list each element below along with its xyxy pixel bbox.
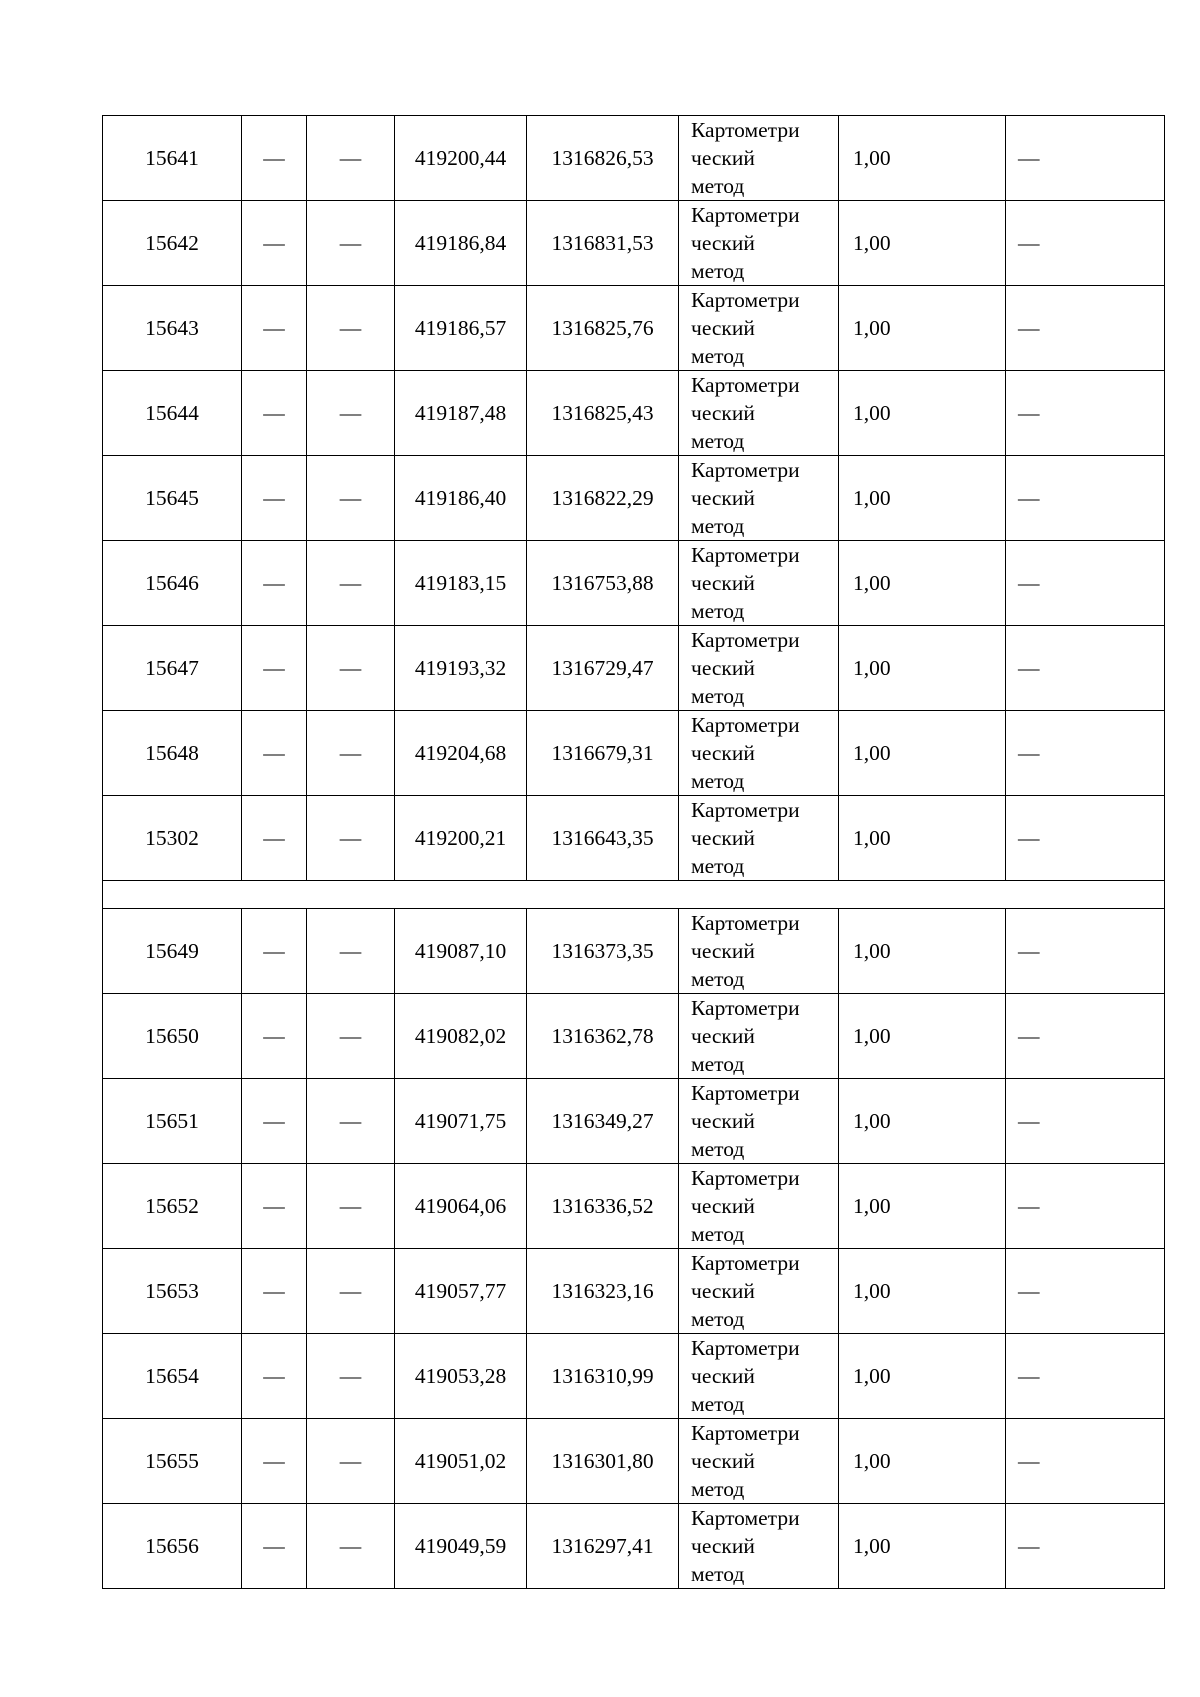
table-separator-row <box>103 881 1165 909</box>
dash-cell: — <box>1006 626 1165 711</box>
x-coordinate-cell: 419193,32 <box>395 626 527 711</box>
x-coordinate-cell: 419204,68 <box>395 711 527 796</box>
empty-dash-cell: — <box>242 116 307 201</box>
y-coordinate-cell: 1316679,31 <box>527 711 679 796</box>
method-cell: Картометри ческий метод <box>679 1419 839 1504</box>
empty-dash-cell: — <box>242 201 307 286</box>
accuracy-cell: 1,00 <box>839 541 1006 626</box>
coordinates-table <box>102 115 1165 1589</box>
method-cell: Картометри ческий метод <box>679 286 839 371</box>
empty-dash-cell: — <box>307 1164 395 1249</box>
x-coordinate-cell: 419183,15 <box>395 541 527 626</box>
method-cell: Картометри ческий метод <box>679 711 839 796</box>
x-coordinate-cell: 419082,02 <box>395 994 527 1079</box>
x-coordinate-cell: 419064,06 <box>395 1164 527 1249</box>
x-coordinate-cell: 419087,10 <box>395 909 527 994</box>
y-coordinate-cell: 1316373,35 <box>527 909 679 994</box>
point-number-cell: 15654 <box>103 1334 242 1419</box>
table-row <box>103 1164 1165 1249</box>
empty-dash-cell: — <box>307 1419 395 1504</box>
x-coordinate-cell: 419051,02 <box>395 1419 527 1504</box>
dash-cell: — <box>1006 711 1165 796</box>
accuracy-cell: 1,00 <box>839 909 1006 994</box>
point-number-cell: 15643 <box>103 286 242 371</box>
empty-dash-cell: — <box>242 1504 307 1589</box>
empty-dash-cell: — <box>242 711 307 796</box>
dash-cell: — <box>1006 286 1165 371</box>
point-number-cell: 15648 <box>103 711 242 796</box>
table-row <box>103 1334 1165 1419</box>
empty-dash-cell: — <box>242 1249 307 1334</box>
empty-dash-cell: — <box>242 1334 307 1419</box>
point-number-cell: 15649 <box>103 909 242 994</box>
table-row <box>103 1419 1165 1504</box>
method-cell: Картометри ческий метод <box>679 909 839 994</box>
method-cell: Картометри ческий метод <box>679 1249 839 1334</box>
accuracy-cell: 1,00 <box>839 1419 1006 1504</box>
y-coordinate-cell: 1316729,47 <box>527 626 679 711</box>
empty-dash-cell: — <box>307 116 395 201</box>
point-number-cell: 15650 <box>103 994 242 1079</box>
dash-cell: — <box>1006 994 1165 1079</box>
method-cell: Картометри ческий метод <box>679 1164 839 1249</box>
point-number-cell: 15302 <box>103 796 242 881</box>
dash-cell: — <box>1006 909 1165 994</box>
point-number-cell: 15645 <box>103 456 242 541</box>
empty-dash-cell: — <box>307 796 395 881</box>
empty-dash-cell: — <box>307 1334 395 1419</box>
empty-dash-cell: — <box>242 1079 307 1164</box>
method-cell: Картометри ческий метод <box>679 456 839 541</box>
method-cell: Картометри ческий метод <box>679 626 839 711</box>
y-coordinate-cell: 1316643,35 <box>527 796 679 881</box>
accuracy-cell: 1,00 <box>839 626 1006 711</box>
point-number-cell: 15646 <box>103 541 242 626</box>
empty-dash-cell: — <box>242 286 307 371</box>
x-coordinate-cell: 419053,28 <box>395 1334 527 1419</box>
dash-cell: — <box>1006 201 1165 286</box>
y-coordinate-cell: 1316822,29 <box>527 456 679 541</box>
y-coordinate-cell: 1316301,80 <box>527 1419 679 1504</box>
point-number-cell: 15647 <box>103 626 242 711</box>
point-number-cell: 15651 <box>103 1079 242 1164</box>
accuracy-cell: 1,00 <box>839 1249 1006 1334</box>
dash-cell: — <box>1006 456 1165 541</box>
empty-dash-cell: — <box>307 1079 395 1164</box>
method-cell: Картометри ческий метод <box>679 1079 839 1164</box>
point-number-cell: 15653 <box>103 1249 242 1334</box>
method-cell: Картометри ческий метод <box>679 796 839 881</box>
empty-dash-cell: — <box>307 541 395 626</box>
dash-cell: — <box>1006 1504 1165 1589</box>
x-coordinate-cell: 419049,59 <box>395 1504 527 1589</box>
method-cell: Картометри ческий метод <box>679 201 839 286</box>
empty-dash-cell: — <box>307 1504 395 1589</box>
y-coordinate-cell: 1316297,41 <box>527 1504 679 1589</box>
empty-dash-cell: — <box>242 456 307 541</box>
accuracy-cell: 1,00 <box>839 711 1006 796</box>
empty-dash-cell: — <box>307 626 395 711</box>
method-cell: Картометри ческий метод <box>679 541 839 626</box>
x-coordinate-cell: 419186,84 <box>395 201 527 286</box>
method-cell: Картометри ческий метод <box>679 994 839 1079</box>
table-row <box>103 541 1165 626</box>
method-cell: Картометри ческий метод <box>679 116 839 201</box>
x-coordinate-cell: 419057,77 <box>395 1249 527 1334</box>
method-cell: Картометри ческий метод <box>679 371 839 456</box>
x-coordinate-cell: 419200,44 <box>395 116 527 201</box>
x-coordinate-cell: 419186,40 <box>395 456 527 541</box>
empty-dash-cell: — <box>242 994 307 1079</box>
point-number-cell: 15656 <box>103 1504 242 1589</box>
table-row <box>103 456 1165 541</box>
table-row <box>103 116 1165 201</box>
dash-cell: — <box>1006 1164 1165 1249</box>
y-coordinate-cell: 1316349,27 <box>527 1079 679 1164</box>
accuracy-cell: 1,00 <box>839 796 1006 881</box>
table-row <box>103 286 1165 371</box>
dash-cell: — <box>1006 116 1165 201</box>
dash-cell: — <box>1006 1079 1165 1164</box>
table-row <box>103 909 1165 994</box>
empty-dash-cell: — <box>242 541 307 626</box>
table-row <box>103 796 1165 881</box>
empty-dash-cell: — <box>242 1164 307 1249</box>
accuracy-cell: 1,00 <box>839 994 1006 1079</box>
empty-dash-cell: — <box>307 994 395 1079</box>
point-number-cell: 15655 <box>103 1419 242 1504</box>
table-body <box>103 116 1165 1589</box>
dash-cell: — <box>1006 796 1165 881</box>
empty-dash-cell: — <box>242 626 307 711</box>
point-number-cell: 15641 <box>103 116 242 201</box>
empty-dash-cell: — <box>307 711 395 796</box>
method-cell: Картометри ческий метод <box>679 1334 839 1419</box>
table-row <box>103 1079 1165 1164</box>
accuracy-cell: 1,00 <box>839 1334 1006 1419</box>
empty-dash-cell: — <box>242 796 307 881</box>
y-coordinate-cell: 1316825,76 <box>527 286 679 371</box>
y-coordinate-cell: 1316362,78 <box>527 994 679 1079</box>
table-row <box>103 1249 1165 1334</box>
empty-dash-cell: — <box>242 1419 307 1504</box>
y-coordinate-cell: 1316753,88 <box>527 541 679 626</box>
empty-dash-cell: — <box>307 201 395 286</box>
y-coordinate-cell: 1316825,43 <box>527 371 679 456</box>
y-coordinate-cell: 1316336,52 <box>527 1164 679 1249</box>
accuracy-cell: 1,00 <box>839 116 1006 201</box>
x-coordinate-cell: 419187,48 <box>395 371 527 456</box>
accuracy-cell: 1,00 <box>839 1164 1006 1249</box>
y-coordinate-cell: 1316310,99 <box>527 1334 679 1419</box>
empty-dash-cell: — <box>307 1249 395 1334</box>
x-coordinate-cell: 419186,57 <box>395 286 527 371</box>
empty-dash-cell: — <box>242 371 307 456</box>
table-row <box>103 371 1165 456</box>
empty-dash-cell: — <box>307 456 395 541</box>
x-coordinate-cell: 419071,75 <box>395 1079 527 1164</box>
table-row <box>103 626 1165 711</box>
empty-dash-cell: — <box>307 909 395 994</box>
method-cell: Картометри ческий метод <box>679 1504 839 1589</box>
y-coordinate-cell: 1316826,53 <box>527 116 679 201</box>
accuracy-cell: 1,00 <box>839 286 1006 371</box>
accuracy-cell: 1,00 <box>839 201 1006 286</box>
y-coordinate-cell: 1316831,53 <box>527 201 679 286</box>
point-number-cell: 15642 <box>103 201 242 286</box>
table-row <box>103 711 1165 796</box>
table-row <box>103 201 1165 286</box>
accuracy-cell: 1,00 <box>839 1504 1006 1589</box>
dash-cell: — <box>1006 1334 1165 1419</box>
table-row <box>103 994 1165 1079</box>
point-number-cell: 15644 <box>103 371 242 456</box>
dash-cell: — <box>1006 1419 1165 1504</box>
x-coordinate-cell: 419200,21 <box>395 796 527 881</box>
dash-cell: — <box>1006 1249 1165 1334</box>
separator-cell <box>103 881 1165 909</box>
dash-cell: — <box>1006 541 1165 626</box>
accuracy-cell: 1,00 <box>839 456 1006 541</box>
dash-cell: — <box>1006 371 1165 456</box>
y-coordinate-cell: 1316323,16 <box>527 1249 679 1334</box>
empty-dash-cell: — <box>307 286 395 371</box>
point-number-cell: 15652 <box>103 1164 242 1249</box>
accuracy-cell: 1,00 <box>839 1079 1006 1164</box>
empty-dash-cell: — <box>307 371 395 456</box>
accuracy-cell: 1,00 <box>839 371 1006 456</box>
empty-dash-cell: — <box>242 909 307 994</box>
table-row <box>103 1504 1165 1589</box>
